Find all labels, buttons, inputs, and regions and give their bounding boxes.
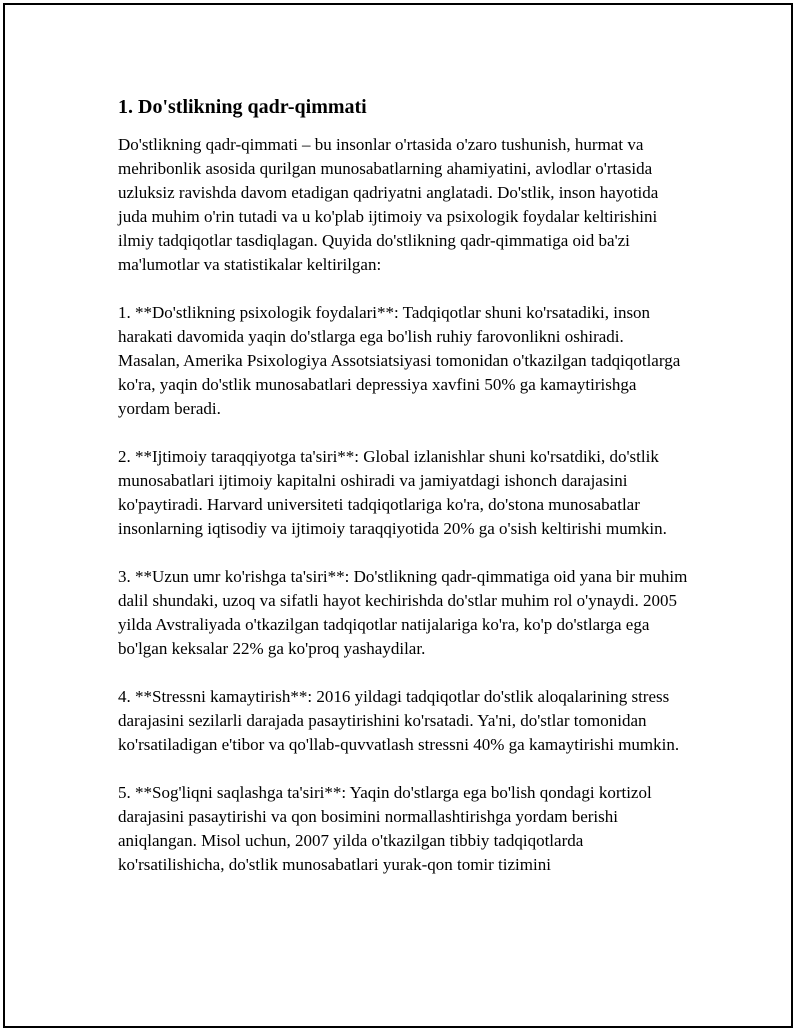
section-heading: 1. Do'stlikning qadr-qimmati — [118, 96, 367, 118]
intro-paragraph: Do'stlikning qadr-qimmati – bu insonlar o'rtasida o'zaro tushunish, hurmat va mehribonlik asosida qurilgan munosabatlarning ahamiyatini, avlodlar o'rtasida uzluksiz ravishda davom etadigan qadriyatni anglatadi. Do'stlik, inson hayotida juda muhim o'rin tutadi va u ko'plab ijtimoiy va psixologik foydalar keltirishini ilmiy tadqiqotlar tasdiqlagan. Quyida do'stlikning qadr-qimmatiga oid ba'zi ma'lumotlar va statistikalar keltirilgan: — [118, 135, 659, 274]
paragraph-social-progress: 2. **Ijtimoiy taraqqiyotga ta'siri**: Global izlanishlar shuni ko'rsatdiki, do'stlik munosabatlari ijtimoiy kapitalni oshiradi va jamiyatdagi ishonch darajasini ko'paytiradi. Harvard universiteti tadqiqotlariga ko'ra, do'stona munosabatlar insonlarning iqtisodiy va ijtimoiy taraqqiyotida 20% ga o'sish keltirishi mumkin. — [118, 447, 667, 538]
paragraph-longevity: 3. **Uzun umr ko'rishga ta'siri**: Do'stlikning qadr-qimmatiga oid yana bir muhim dalil shundaki, uzoq va sifatli hayot kechirishda do'stlar muhim rol o'ynaydi. 2005 yilda Avstraliyada o'tkazilgan tadqiqotlar natijalariga ko'ra, ko'p do'stlarga ega bo'lgan keksalar 22% ga ko'proq yashaydilar. — [118, 567, 688, 658]
paragraph-health: 5. **Sog'liqni saqlashga ta'siri**: Yaqin do'stlarga ega bo'lish qondagi kortizol darajasini pasaytirishi va qon bosimini normallashtirishga yordam berishi aniqlangan. Misol uchun, 2007 yilda o'tkazilgan tibbiy tadqiqotlarda ko'rsatilishicha, do'stlik munosabatlari yurak-qon tomir tizimini — [118, 783, 652, 874]
document-body — [118, 95, 688, 877]
paragraph-psychological-benefits: 1. **Do'stlikning psixologik foydalari**: Tadqiqotlar shuni ko'rsatadiki, inson harakati davomida yaqin do'stlarga ega bo'lish ruhiy farovonlikni oshiradi. Masalan, Amerika Psixologiya Assotsiatsiyasi tomonidan o'tkazilgan tadqiqotlarga ko'ra, yaqin do'stlik munosabatlari depressiya xavfini 50% ga kamaytirishga yordam beradi. — [118, 303, 681, 418]
paragraph-stress-reduction: 4. **Stressni kamaytirish**: 2016 yildagi tadqiqotlar do'stlik aloqalarining stress darajasini sezilarli darajada pasaytirishini ko'rsatadi. Ya'ni, do'stlar tomonidan ko'rsatiladigan e'tibor va qo'llab-quvvatlash stressni 40% ga kamaytirishi mumkin. — [118, 687, 680, 754]
